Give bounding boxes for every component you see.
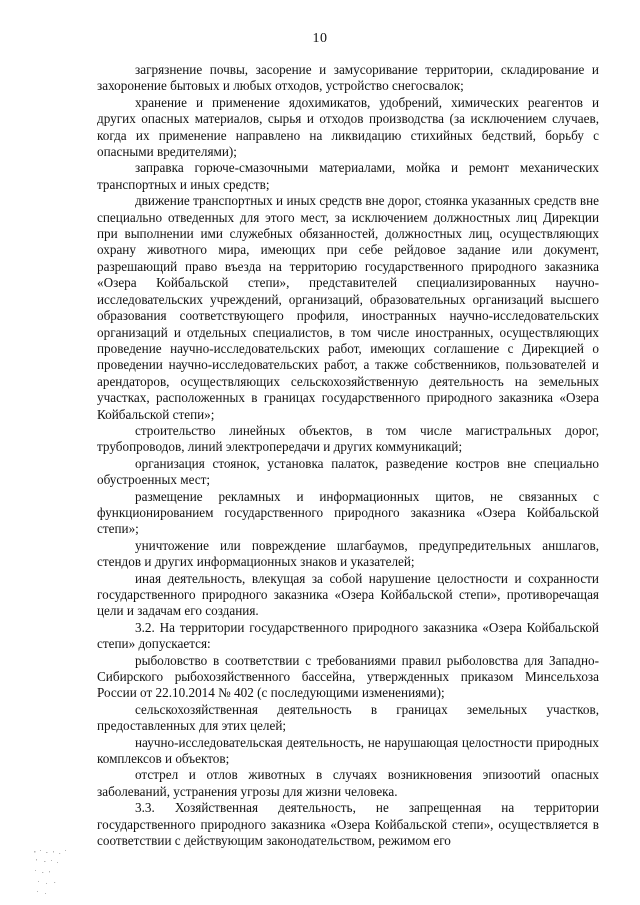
paragraph-fishing: рыболовство в соответствии с требованиями правил рыболовства для Западно-Сибирского рыбохозяйственного бассейна, утвержденных приказом Минсельхоза России от 22.10.2014 № 402 (с последующими изменениями); xyxy=(97,652,599,701)
section-3-3-paragraph: 3.3. Хозяйственная деятельность, не запрещенная на территории государственного природного заказника «Озера Койбальской степи», осуществляется в соответствии с действующим законодательством, режимом его xyxy=(97,800,599,849)
paragraph-advertising: размещение рекламных и информационных щитов, не связанных с функционированием государственного природного заказника «Озера Койбальской степи»; xyxy=(97,488,599,537)
page-number: 10 xyxy=(312,31,328,46)
paragraph-vehicle-traffic: движение транспортных и иных средств вне дорог, стоянка указанных средств вне специально отведенных для этого мест, за исключением должностных лиц Дирекции при выполнении ими служебных обязанностей, должностных лиц, осуществляющих охрану животного мира, имеющих при себе рейдовое задание или документ, разрешающий право въезда на территорию государственного природного заказника «Озера Койбальской степи», представителей специализированных научно-исследовательских учреждений, организаций, образовательных организаций высшего образования соответствующего профиля, иностранных научно-исследовательских организаций и отдельных специалистов, в том числе иностранных, осуществляющих проведение научно-исследовательских работ, имеющих соглашение с Дирекцией о проведении научно-исследовательских работ, а также собственников, пользователей и арендаторов, осуществляющих сельскохозяйственную деятельность на земельных участках, расположенных в границах государственного природного заказника «Озера Койбальской степи»; xyxy=(97,193,599,422)
paragraph-camping: организация стоянок, установка палаток, разведение костров вне специально обустроенных мест; xyxy=(97,455,599,488)
paragraph-agriculture: сельскохозяйственная деятельность в границах земельных участков, предоставленных для этих целей; xyxy=(97,701,599,734)
paragraph-animal-culling: отстрел и отлов животных в случаях возникновения эпизоотий опасных заболеваний, устранения угрозы для жизни человека. xyxy=(97,767,599,799)
document-body xyxy=(97,62,599,850)
paragraph-linear-construction: строительство линейных объектов, в том числе магистральных дорог, трубопроводов, линий электропередачи и других коммуникаций; xyxy=(97,422,599,455)
paragraph-barrier-damage: уничтожение или повреждение шлагбаумов, предупредительных аншлагов, стендов и других информационных знаков и указателей; xyxy=(97,537,599,570)
paragraph-research: научно-исследовательская деятельность, не нарушающая целостности природных комплексов и объектов; xyxy=(97,734,599,767)
paragraph-refueling: заправка горюче-смазочными материалами, мойка и ремонт механических транспортных и иных средств; xyxy=(97,160,599,192)
paragraph-chemicals: хранение и применение ядохимикатов, удобрений, химических реагентов и других опасных материалов, сырья и отходов производства (за исключением случаев, когда их применение направлено на ликвидацию стихийных бедствий, борьбу с опасными вредителями); xyxy=(97,94,599,160)
paragraph-soil-pollution: загрязнение почвы, засорение и замусоривание территории, складирование и захоронение бытовых и любых отходов, устройство снегосвалок; xyxy=(97,62,599,94)
section-3-2-heading: 3.2. На территории государственного природного заказника «Озера Койбальской степи» допускается: xyxy=(97,619,599,652)
scan-artifact-marks xyxy=(32,848,92,898)
paragraph-other-activity: иная деятельность, влекущая за собой нарушение целостности и сохранности государственного природного заказника «Озера Койбальской степи», противоречащая цели и задачам его создания. xyxy=(97,570,599,619)
